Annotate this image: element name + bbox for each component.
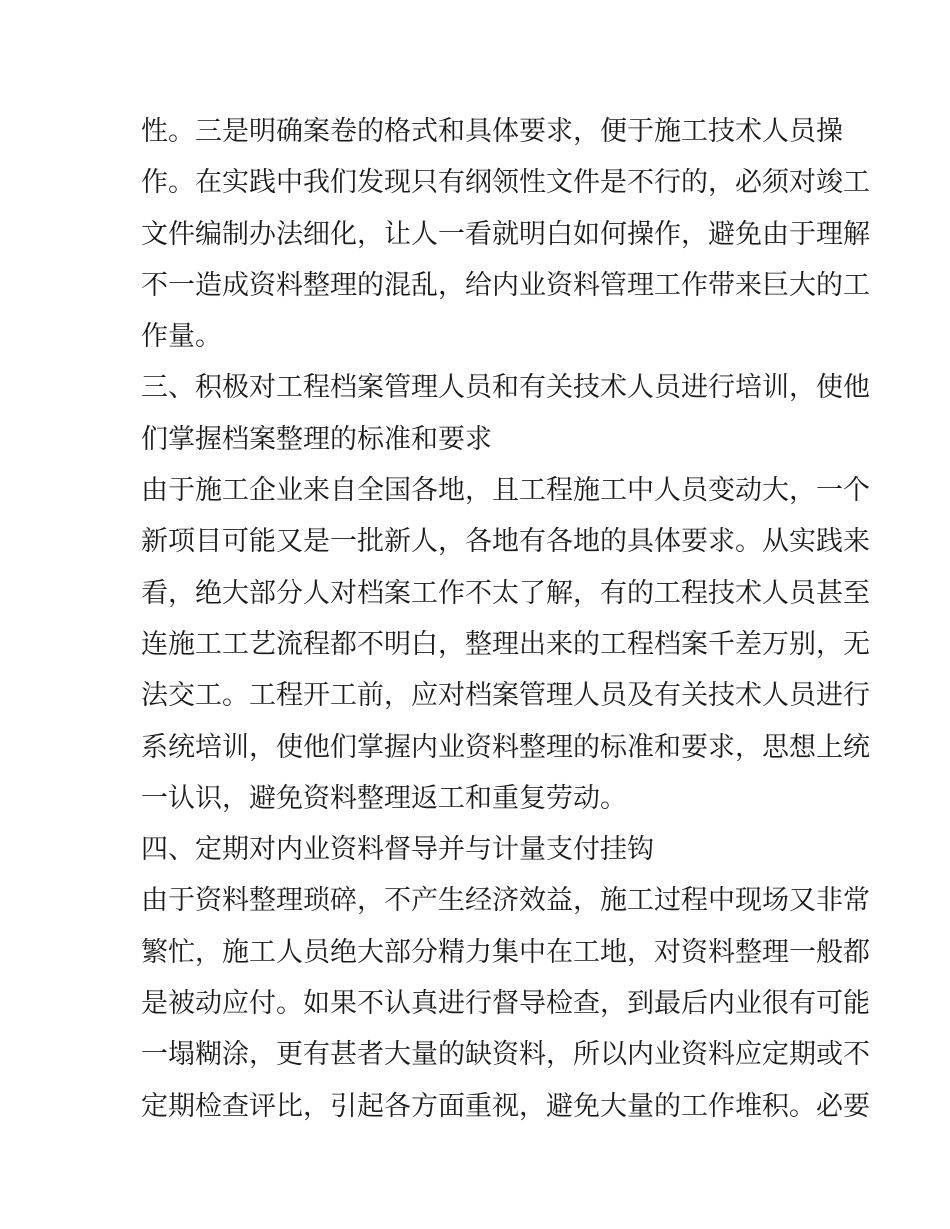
text-line: 由于资料整理琐碎，不产生经济效益，施工过程中现场又非常 (141, 885, 870, 917)
section-heading-4: 四、定期对内业资料督导并与计量支付挂钩 (141, 834, 654, 866)
text-line: 连施工工艺流程都不明白，整理出来的工程档案千差万别，无 (141, 628, 870, 660)
text-line: 一认识，避免资料整理返工和重复劳动。 (141, 782, 627, 814)
text-line: 一塌糊涂，更有甚者大量的缺资料，所以内业资料应定期或不 (141, 1039, 870, 1071)
text-line: 是被动应付。如果不认真进行督导检查，到最后内业很有可能 (141, 988, 870, 1020)
text-line: 作。在实践中我们发现只有纲领性文件是不行的，必须对竣工 (141, 167, 870, 199)
section-heading-3-cont: 们掌握档案整理的标准和要求 (141, 423, 492, 455)
text-line: 由于施工企业来自全国各地，且工程施工中人员变动大，一个 (141, 475, 870, 507)
text-line: 看，绝大部分人对档案工作不太了解，有的工程技术人员甚至 (141, 577, 870, 609)
text-line: 法交工。工程开工前，应对档案管理人员及有关技术人员进行 (141, 680, 870, 712)
text-line: 性。三是明确案卷的格式和具体要求，便于施工技术人员操 (141, 116, 843, 147)
text-line: 文件编制办法细化，让人一看就明白如何操作，避免由于理解 (141, 218, 870, 250)
body-text (141, 106, 870, 1132)
section-heading-3: 三、积极对工程档案管理人员和有关技术人员进行培训，使他 (141, 372, 870, 404)
text-line: 系统培训，使他们掌握内业资料整理的标准和要求，思想上统 (141, 731, 870, 763)
text-line: 新项目可能又是一批新人，各地有各地的具体要求。从实践来 (141, 526, 870, 558)
text-line: 不一造成资料整理的混乱，给内业资料管理工作带来巨大的工 (141, 269, 870, 301)
text-line: 作量。 (141, 321, 222, 353)
text-line: 定期检查评比，引起各方面重视，避免大量的工作堆积。必要 (141, 1090, 870, 1122)
text-line: 繁忙，施工人员绝大部分精力集中在工地，对资料整理一般都 (141, 936, 870, 968)
